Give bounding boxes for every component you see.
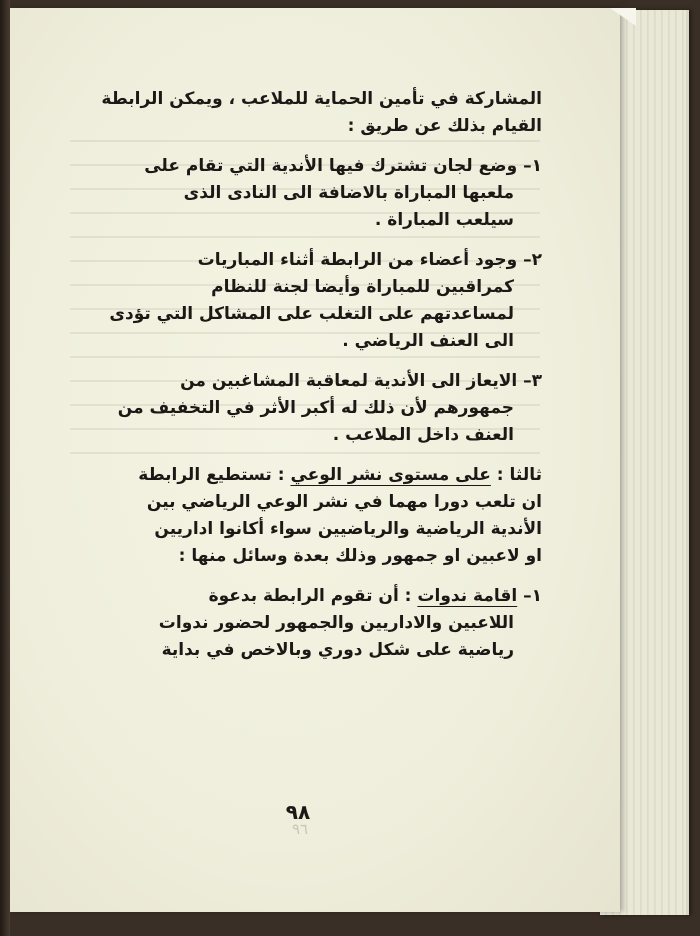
book-page: [10, 8, 620, 912]
text-line: ٢– وجود أعضاء من الرابطة أثناء المباريات: [197, 250, 542, 270]
text-line: المشاركة في تأمين الحماية للملاعب ، ويمكن الرابطة: [101, 89, 542, 109]
subheading-line: [30, 583, 542, 610]
intro-paragraph: [30, 86, 542, 140]
section-heading-line: [30, 462, 542, 489]
section-heading: على مستوى نشر الوعي: [290, 465, 491, 485]
text-line: او لاعبين او جمهور وذلك بعدة وسائل منها :: [178, 546, 542, 566]
section-third: [30, 462, 542, 570]
page-number: ٩٨: [285, 800, 311, 824]
book-binding: [0, 0, 10, 936]
text-line: رياضية على شكل دوري وبالاخص في بداية: [161, 640, 514, 660]
text-line: اللاعبين والاداريين والجمهور لحضور ندوات: [158, 613, 514, 633]
list-item-1: [30, 153, 542, 234]
section-prefix: ثالثا :: [490, 465, 542, 485]
text-line: ملعبها المباراة بالاضافة الى النادى الذى: [183, 183, 514, 203]
text-line: الأندية الرياضية والرياضيين سواء أكانوا اداريين: [154, 519, 542, 539]
text-line: كمراقبين للمباراة وأيضا لجنة للنظام: [211, 277, 514, 297]
list-item-seminars: [30, 583, 542, 664]
item-suffix: : أن تقوم الرابطة بدعوة: [208, 586, 418, 606]
text-line: ٣– الايعاز الى الأندية لمعاقبة المشاغبين من: [180, 371, 542, 391]
item-heading: اقامة ندوات: [417, 586, 518, 606]
section-suffix: : تستطيع الرابطة: [138, 465, 291, 485]
text-line: الى العنف الرياضي .: [342, 331, 514, 351]
text-line: القيام بذلك عن طريق :: [347, 116, 542, 136]
page-text: [30, 86, 542, 664]
text-line: جمهورهم لأن ذلك له أكبر الأثر في التخفيف من: [117, 398, 514, 418]
list-item-2: [30, 247, 542, 355]
text-line: ان تلعب دورا مهما في نشر الوعي الرياضي بين: [146, 492, 542, 512]
text-line: سيلعب المباراة .: [374, 210, 514, 230]
item-prefix: ١–: [517, 586, 542, 606]
text-line: لمساعدتهم على التغلب على المشاكل التي تؤدى: [109, 304, 514, 324]
bleed-through-page-number: ٩٦: [291, 820, 309, 838]
text-line: العنف داخل الملاعب .: [332, 425, 514, 445]
list-item-3: [30, 368, 542, 449]
text-line: ١– وضع لجان تشترك فيها الأندية التي تقام على: [144, 156, 542, 176]
